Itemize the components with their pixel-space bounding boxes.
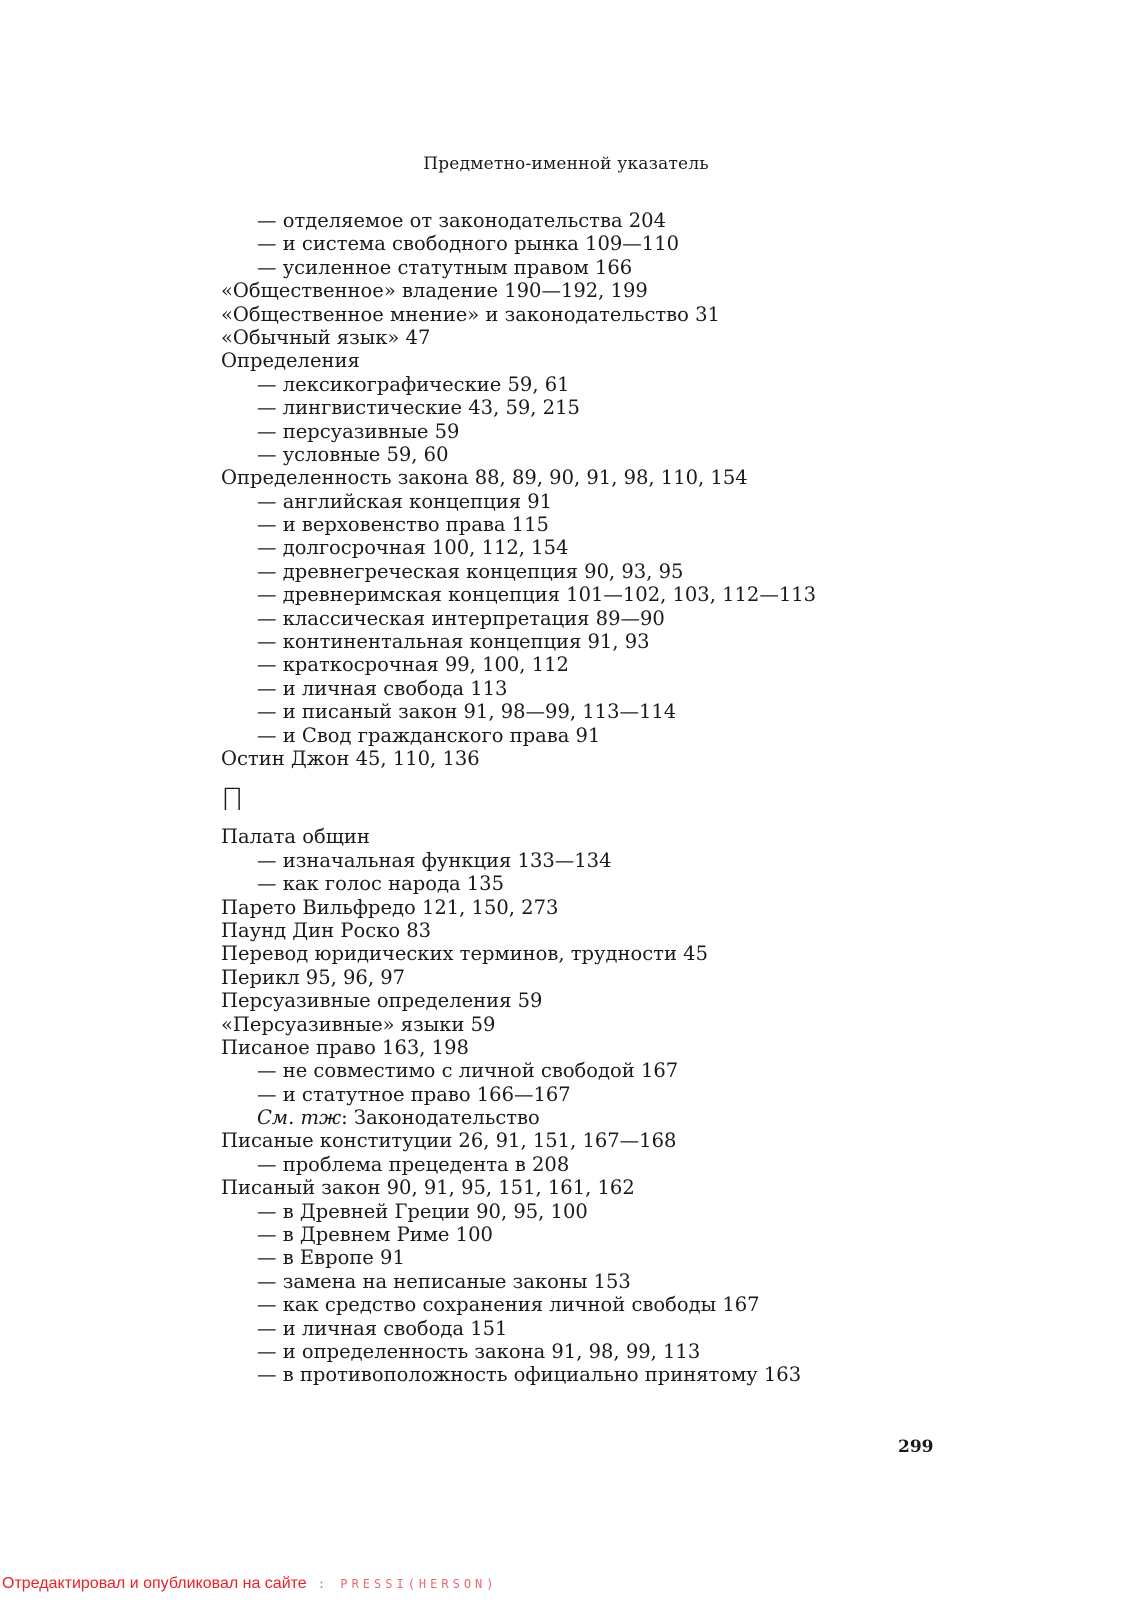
index-entry: Перикл 95, 96, 97 [221,965,406,989]
index-subentry: — отделяемое от законодательства 204 [257,209,666,232]
index-subentry: — в Древней Греции 90, 95, 100 [257,1199,588,1223]
index-entry: «Персуазивные» языки 59 [221,1012,496,1036]
index-entry: Определенность закона 88, 89, 90, 91, 98, 110, 154 [221,466,748,490]
index-entry: «Общественное» владение 190—192, 199 [221,279,648,303]
index-subentry: — и личная свобода 151 [257,1316,508,1340]
index-subentry: — и верховенство права 115 [257,513,549,537]
page-number: 299 [898,1437,934,1457]
footer-credit-text: Отредактировал и опубликовал на сайте [2,1575,307,1592]
index-subentry: — и личная свобода 113 [257,676,508,700]
index-subentry: — лексикографические 59, 61 [257,372,570,396]
index-subentry: — как средство сохранения личной свободы 167 [257,1293,760,1317]
section-letter: П [221,783,244,819]
index-subentry: — долгосрочная 100, 112, 154 [257,536,569,560]
see-also-prefix: См. тж [257,1106,342,1130]
index-subentry: — персуазивные 59 [257,419,460,443]
index-subentry: — и статутное право 166—167 [257,1082,571,1106]
index-group-p-continued [221,1129,841,1386]
index-subentry: — замена на неписаные законы 153 [257,1269,631,1293]
index-entry: Остин Джон 45, 110, 136 [221,746,480,770]
index-entry: Палата общин [221,825,370,849]
index-subentry: — и Свод гражданского права 91 [257,723,601,747]
index-subentry: — краткосрочная 99, 100, 112 [257,653,569,677]
index-entry: «Обычный язык» 47 [221,325,431,349]
index-subentry: — древнеримская концепция 101—102, 103, 112—113 [257,583,817,607]
index-entry: «Общественное мнение» и законодательство 31 [221,302,720,326]
index-subentry: — лингвистические 43, 59, 215 [257,396,580,420]
index-entry: Определения [221,349,360,373]
index-entry: Персуазивные определения 59 [221,989,543,1013]
index-subentry: — континентальная концепция 91, 93 [257,630,650,654]
see-also-target: : Законодательство [341,1106,540,1130]
footer-credit [2,1575,498,1593]
index-subentry: — классическая интерпретация 89—90 [257,606,665,630]
running-head: Предметно-именной указатель [423,154,709,174]
index-entry: Писаный закон 90, 91, 95, 151, 161, 162 [221,1176,635,1200]
index-subentry: — в Древнем Риме 100 [257,1223,493,1247]
index-subentry: — и писаный закон 91, 98—99, 113—114 [257,700,677,724]
index-subentry: — условные 59, 60 [257,442,449,466]
index-subentry: — усиленное статутным правом 166 [257,255,633,279]
index-group-p [221,825,841,1106]
index-entry: Паунд Дин Роско 83 [221,918,432,942]
index-subentry: — изначальная функция 133—134 [257,848,612,872]
index-entry: Писаное право 163, 198 [221,1035,469,1059]
index-subentry: — не совместимо с личной свободой 167 [257,1059,679,1083]
index-subentry: — английская концепция 91 [257,489,553,513]
index-entry: Писаные конституции 26, 91, 151, 167—168 [221,1129,677,1153]
index-group-o [221,209,841,770]
index-subentry: — и система свободного рынка 109—110 [257,232,680,256]
footer-site-name: : PRESSI(HERSON) [306,1577,498,1591]
index-subentry: — проблема прецедента в 208 [257,1152,570,1176]
index-subentry: — как голос народа 135 [257,872,504,896]
index-entry: Перевод юридических терминов, трудности 45 [221,942,708,966]
index-subentry: — в Европе 91 [257,1246,405,1270]
see-also-entry [221,1106,841,1129]
index-subentry: — древнегреческая концепция 90, 93, 95 [257,559,684,583]
index-entry: Парето Вильфредо 121, 150, 273 [221,895,559,919]
index-subentry: — и определенность закона 91, 98, 99, 113 [257,1339,701,1363]
index-body [221,209,841,1387]
index-subentry: — в противоположность официально принятому 163 [257,1363,802,1387]
